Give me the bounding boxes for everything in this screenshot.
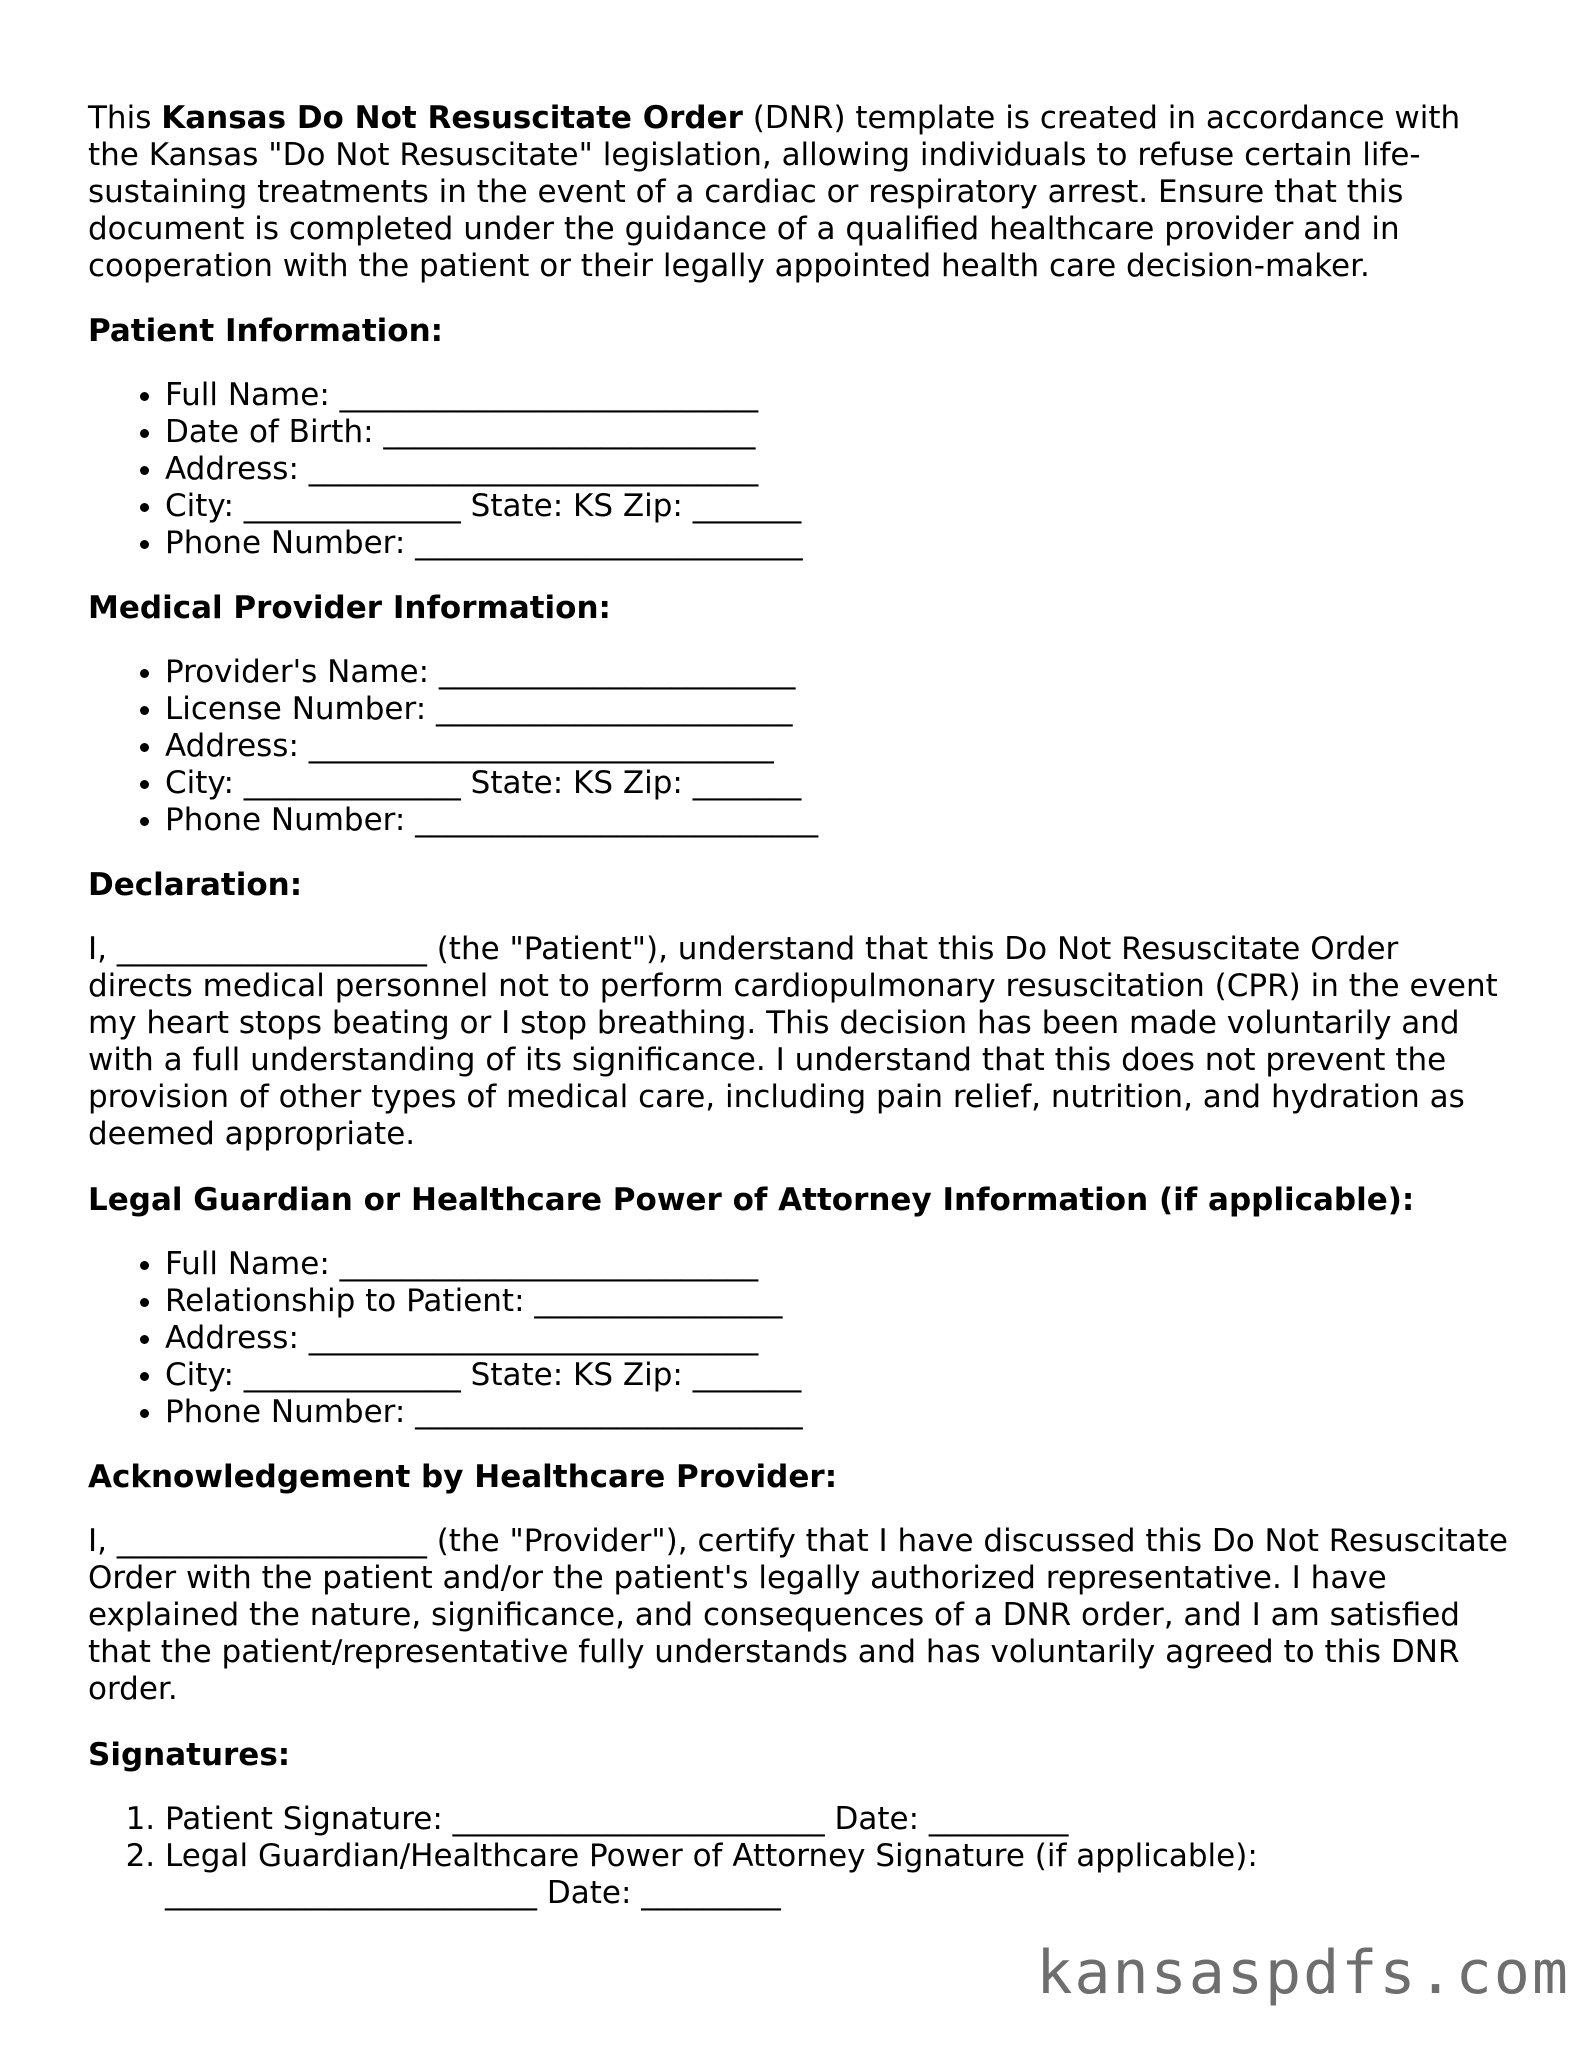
patient-phone-field: • Phone Number: _________________________ [165, 525, 1508, 562]
guardian-info-heading: Legal Guardian or Healthcare Power of Attorney Information (if applicable): [88, 1182, 1415, 1218]
guardian-city-state-zip-field: • City: ______________ State: KS Zip: _______ [165, 1357, 1508, 1394]
declaration-text: I, ____________________ (the "Patient"), understand that this Do Not Resuscitate Order directs medical personnel not to perform cardiopulmonary resuscitation (CPR) in the event my heart stops beating or I stop breathing. This decision has been made voluntarily and with a full understanding of its significance. I understand that this does not prevent the provision of other types of medical care, including pain relief, nutrition, and hydration as deemed appropriate. [88, 931, 1498, 1152]
patient-info-list [88, 377, 1508, 562]
document-page [88, 100, 1508, 1940]
signatures-list [88, 1801, 1508, 1912]
declaration-heading: Declaration: [88, 867, 303, 903]
provider-info-heading: Medical Provider Information: [88, 590, 611, 626]
watermark-text: kansaspdfs.com [1036, 1938, 1570, 2008]
intro-body: (DNR) template is created in accordance with the Kansas "Do Not Resuscitate" legislation, allowing individuals to refuse certain life-sustaining treatments in the event of a cardiac or respiratory arrest. Ensure that this document is completed under the guidance of a qualified healthcare provider and in cooperation with the patient or their legally appointed health care decision-maker. [88, 100, 1461, 284]
intro-paragraph [88, 100, 1508, 285]
provider-address-field: • Address: ______________________________ [165, 728, 1508, 765]
patient-dob-field: • Date of Birth: ________________________ [165, 414, 1508, 451]
patient-city-state-zip-field: • City: ______________ State: KS Zip: _______ [165, 488, 1508, 525]
provider-city-state-zip-field: • City: ______________ State: KS Zip: _______ [165, 765, 1508, 802]
guardian-signature-line: 2. Legal Guardian/Healthcare Power of Attorney Signature (if applicable): ________________________ Date: _________ [165, 1838, 1508, 1912]
provider-license-field: • License Number: _______________________ [165, 691, 1508, 728]
acknowledgement-heading: Acknowledgement by Healthcare Provider: [88, 1459, 838, 1495]
patient-signature-line: 1. Patient Signature: ________________________ Date: _________ [165, 1801, 1508, 1838]
signatures-heading: Signatures: [88, 1737, 291, 1773]
guardian-info-list [88, 1246, 1508, 1431]
acknowledgement-text: I, ____________________ (the "Provider"), certify that I have discussed this Do Not Resuscitate Order with the patient and/or the patient's legally authorized representative. I have explained the nature, significance, and consequences of a DNR order, and I am satisfied that the patient/representative fully understands and has voluntarily agreed to this DNR order. [88, 1523, 1508, 1707]
patient-full-name-field: • Full Name: ___________________________ [165, 377, 1508, 414]
patient-info-heading: Patient Information: [88, 313, 444, 349]
guardian-address-field: • Address: _____________________________ [165, 1320, 1508, 1357]
guardian-relationship-field: • Relationship to Patient: ________________ [165, 1283, 1508, 1320]
provider-name-field: • Provider's Name: _______________________ [165, 654, 1508, 691]
guardian-phone-field: • Phone Number: _________________________ [165, 1394, 1508, 1431]
intro-prefix: This [88, 100, 162, 136]
provider-info-list [88, 654, 1508, 839]
intro-form-title: Kansas Do Not Resuscitate Order [161, 100, 743, 136]
guardian-full-name-field: • Full Name: ___________________________ [165, 1246, 1508, 1283]
patient-address-field: • Address: _____________________________ [165, 451, 1508, 488]
provider-phone-field: • Phone Number: __________________________ [165, 802, 1508, 839]
